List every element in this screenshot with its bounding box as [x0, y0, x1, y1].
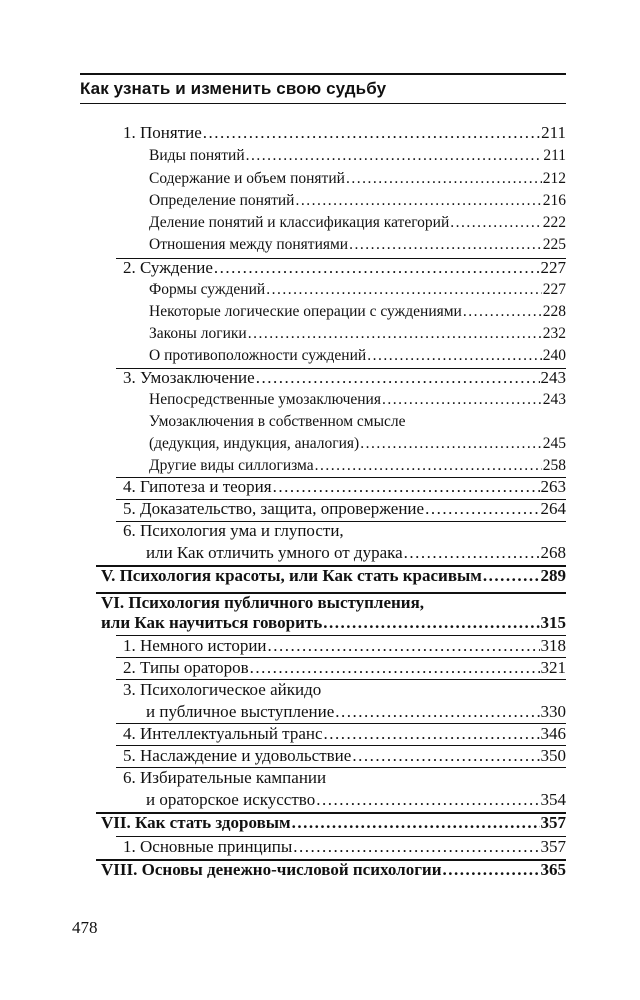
toc-entry-page: 357 — [540, 813, 566, 832]
toc-entry-title: 4. Гипотеза и теория — [123, 477, 272, 496]
toc-entry-title: Содержание и объем понятий — [149, 170, 345, 187]
toc-leader-dots — [349, 236, 542, 254]
toc-entry[interactable] — [123, 746, 566, 766]
toc-leader-dots — [248, 325, 542, 343]
toc-leader-dots — [425, 499, 539, 519]
toc-entry[interactable] — [146, 543, 566, 563]
toc-entry-title: и публичное выступление — [146, 702, 335, 721]
toc-entry-page: 232 — [542, 325, 566, 342]
toc-entry-page: 365 — [540, 860, 566, 879]
toc-entry[interactable] — [149, 435, 566, 453]
toc-entry-title: Другие виды силлогизма — [149, 457, 314, 474]
toc-entry[interactable] — [123, 724, 566, 744]
toc-entry[interactable] — [149, 281, 566, 299]
toc-entry-title: 4. Интеллектуальный транс — [123, 724, 323, 743]
toc-leader-dots — [450, 214, 541, 232]
toc-entry-title: Определение понятий — [149, 192, 295, 209]
toc-leader-dots — [315, 457, 542, 475]
toc-entry-title: Формы суждений — [149, 281, 266, 298]
toc-entry-page: 318 — [540, 636, 566, 655]
toc-leader-dots — [293, 837, 539, 857]
toc-entry[interactable] — [149, 347, 566, 365]
toc-entry-title: 2. Типы ораторов — [123, 658, 249, 677]
toc-entry-page: 243 — [540, 368, 566, 387]
toc-entry-page: 211 — [541, 123, 566, 142]
toc-entry-page: 211 — [543, 147, 566, 164]
toc-entry-page: 240 — [542, 347, 566, 364]
toc-entry-page: 263 — [540, 477, 566, 496]
toc-leader-dots — [346, 170, 542, 188]
toc-chapter-title: или Как научиться говорить — [101, 613, 323, 632]
toc-entry-title-line1: Умозаключения в собственном смысле — [149, 413, 406, 430]
toc-entry-title: О противоположности суждений — [149, 347, 367, 364]
toc-entry-page: 227 — [540, 258, 566, 277]
toc-chapter-title: VIII. Основы денежно-числовой психологии — [101, 860, 442, 879]
toc-entry-title: 1. Немного истории — [123, 636, 267, 655]
toc-leader-dots — [214, 258, 540, 278]
toc-chapter-title: VII. Как стать здоровым — [101, 813, 291, 832]
toc-leader-dots — [266, 281, 542, 299]
toc-entry-title: Виды понятий — [149, 147, 245, 164]
toc-entry-page: 350 — [540, 746, 566, 765]
toc-entry[interactable] — [123, 368, 566, 388]
toc-entry-page: 289 — [540, 566, 566, 585]
toc-leader-dots — [360, 435, 542, 453]
toc-entry-page: 268 — [540, 543, 566, 562]
toc-chapter-title-line1: VI. Психология публичного выступления, — [101, 593, 425, 612]
toc-entry-page: 216 — [542, 192, 566, 209]
toc-leader-dots — [256, 368, 540, 388]
toc-entry-page: 357 — [540, 837, 566, 856]
toc-entry-title: 5. Наслаждение и удовольствие — [123, 746, 352, 765]
toc-entry-title-line1: 6. Психология ума и глупости, — [123, 521, 344, 540]
toc-chapter-entry[interactable] — [101, 566, 566, 586]
toc-entry[interactable] — [149, 170, 566, 188]
toc-entry[interactable] — [149, 236, 566, 254]
toc-entry-title: Отношения между понятиями — [149, 236, 349, 253]
toc-entry-title: Некоторые логические операции с суждениями — [149, 303, 462, 320]
toc-entry-title: 5. Доказательство, защита, опровержение — [123, 499, 425, 518]
toc-entry-title: Деление понятий и классификация категорий — [149, 214, 450, 231]
toc-entry-title: или Как отличить умного от дурака — [146, 543, 403, 562]
toc-entry-page: 315 — [540, 613, 566, 632]
toc-entry[interactable] — [123, 258, 566, 278]
toc-entry[interactable] — [146, 790, 566, 810]
toc-entry-page: 222 — [542, 214, 566, 231]
toc-entry-page: 227 — [542, 281, 566, 298]
toc-entry-title: Непосредственные умозаключения — [149, 391, 381, 408]
toc-entry-page: 225 — [542, 236, 566, 253]
toc-entry[interactable] — [123, 499, 566, 519]
toc-entry-page: 258 — [542, 457, 566, 474]
toc-leader-dots — [483, 566, 540, 586]
toc-leader-dots — [404, 543, 540, 563]
toc-leader-dots — [382, 391, 542, 409]
toc-entry[interactable] — [149, 325, 566, 343]
running-header-title: Как узнать и изменить свою судьбу — [80, 79, 387, 98]
toc-chapter-entry[interactable] — [101, 613, 566, 633]
toc-leader-dots — [323, 613, 539, 633]
toc-entry-page: 321 — [540, 658, 566, 677]
toc-entry-page: 354 — [540, 790, 566, 809]
toc-leader-dots — [250, 658, 540, 678]
toc-entry-title-line1: 3. Психологическое айкидо — [123, 680, 322, 699]
toc-entry-page: 245 — [542, 435, 566, 452]
toc-entry[interactable] — [149, 214, 566, 232]
toc-leader-dots — [316, 790, 539, 810]
toc-entry[interactable] — [149, 391, 566, 409]
toc-entry-page: 228 — [542, 303, 566, 320]
toc-leader-dots — [292, 813, 540, 833]
toc-chapter-entry[interactable] — [101, 813, 566, 833]
toc-chapter-entry[interactable] — [101, 860, 566, 880]
toc-entry-page: 243 — [542, 391, 566, 408]
toc-entry[interactable] — [123, 477, 566, 497]
toc-entry-title: Законы логики — [149, 325, 247, 342]
toc-chapter-title: V. Психология красоты, или Как стать красивым — [101, 566, 482, 585]
toc-leader-dots — [246, 147, 543, 165]
toc-entry-page: 346 — [540, 724, 566, 743]
toc-entry-title: 3. Умозаключение — [123, 368, 255, 387]
toc-entry[interactable] — [149, 303, 566, 321]
toc-leader-dots — [352, 746, 539, 766]
toc-entry-title: 2. Суждение — [123, 258, 213, 277]
toc-entry[interactable] — [149, 457, 566, 475]
toc-entry-title: (дедукция, индукция, аналогия) — [149, 435, 360, 452]
toc-entry[interactable] — [149, 192, 566, 210]
toc-entry[interactable] — [123, 123, 566, 143]
toc-leader-dots — [367, 347, 542, 365]
toc-leader-dots — [203, 123, 540, 143]
toc-entry[interactable] — [146, 702, 566, 722]
toc-leader-dots — [273, 477, 540, 497]
toc-entry-title: 1. Основные принципы — [123, 837, 293, 856]
toc-entry-page: 264 — [540, 499, 566, 518]
toc-leader-dots — [443, 860, 540, 880]
toc-leader-dots — [335, 702, 539, 722]
toc-entry-title: 1. Понятие — [123, 123, 202, 142]
toc-entry[interactable] — [123, 658, 566, 678]
toc-leader-dots — [268, 636, 540, 656]
toc-leader-dots — [463, 303, 542, 321]
toc-entry-page: 212 — [542, 170, 566, 187]
toc-entry[interactable] — [123, 837, 566, 857]
toc-entry-title: и ораторское искусство — [146, 790, 316, 809]
toc-entry[interactable] — [123, 636, 566, 656]
toc-entry[interactable] — [149, 147, 566, 165]
toc-leader-dots — [295, 192, 541, 210]
toc-entry-title-line1: 6. Избирательные кампании — [123, 768, 327, 787]
toc-leader-dots — [324, 724, 540, 744]
toc-entry-page: 330 — [540, 702, 566, 721]
page-number: 478 — [72, 918, 98, 937]
